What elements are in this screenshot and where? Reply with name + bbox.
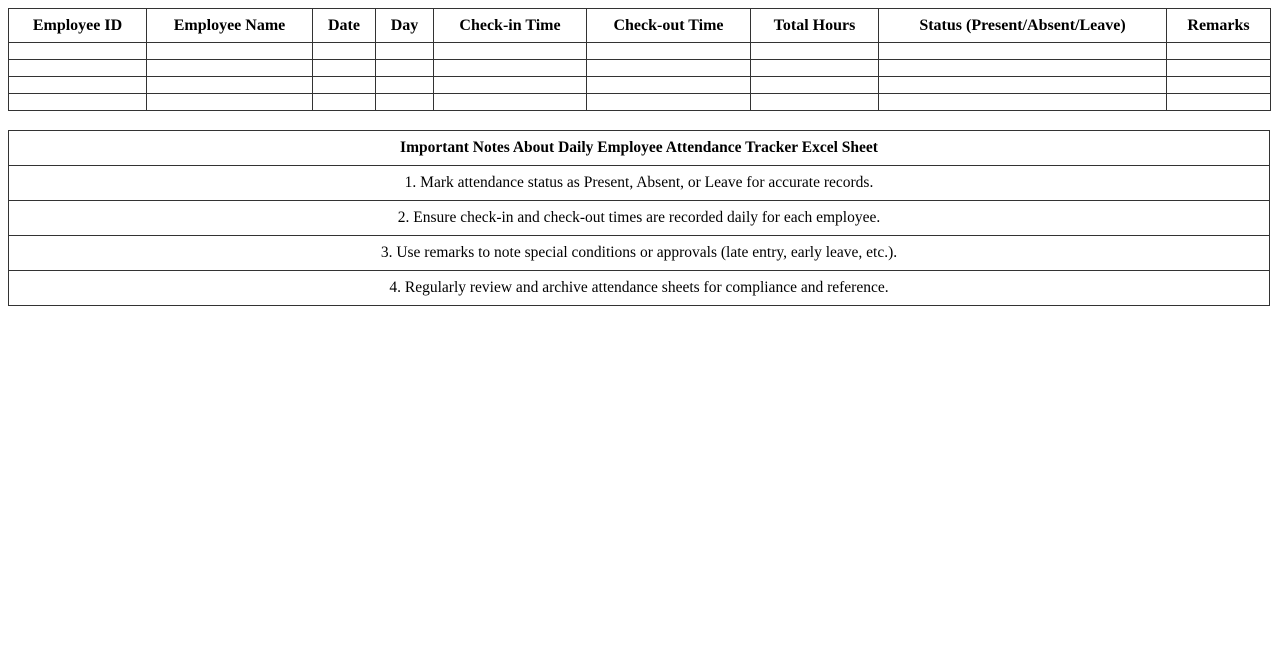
table-cell[interactable] [147,43,313,60]
note-item: 2. Ensure check-in and check-out times are recorded daily for each employee. [9,201,1270,236]
attendance-header-row [9,9,1271,43]
attendance-table [8,8,1271,111]
table-cell[interactable] [879,60,1167,77]
table-cell[interactable] [1167,94,1271,111]
table-cell[interactable] [376,77,434,94]
table-cell[interactable] [9,77,147,94]
table-row [9,60,1271,77]
table-cell[interactable] [751,60,879,77]
table-cell[interactable] [434,43,587,60]
table-cell[interactable] [879,77,1167,94]
table-cell[interactable] [9,94,147,111]
note-row [9,236,1270,271]
table-cell[interactable] [376,60,434,77]
header-employee-id: Employee ID [9,9,147,43]
header-day: Day [376,9,434,43]
table-cell[interactable] [434,60,587,77]
table-cell[interactable] [313,77,376,94]
note-row [9,166,1270,201]
header-check-out-time: Check-out Time [587,9,751,43]
table-cell[interactable] [751,43,879,60]
table-cell[interactable] [879,94,1167,111]
table-cell[interactable] [313,60,376,77]
table-row [9,94,1271,111]
table-cell[interactable] [147,77,313,94]
table-cell[interactable] [434,94,587,111]
table-cell[interactable] [147,94,313,111]
table-cell[interactable] [313,94,376,111]
header-date: Date [313,9,376,43]
table-cell[interactable] [587,60,751,77]
notes-title: Important Notes About Daily Employee Attendance Tracker Excel Sheet [9,131,1270,166]
header-status: Status (Present/Absent/Leave) [879,9,1167,43]
table-row [9,43,1271,60]
table-cell[interactable] [1167,77,1271,94]
header-employee-name: Employee Name [147,9,313,43]
table-cell[interactable] [1167,60,1271,77]
header-check-in-time: Check-in Time [434,9,587,43]
header-total-hours: Total Hours [751,9,879,43]
table-cell[interactable] [376,43,434,60]
table-cell[interactable] [751,94,879,111]
table-cell[interactable] [9,60,147,77]
table-cell[interactable] [313,43,376,60]
table-row [9,77,1271,94]
notes-title-row [9,131,1270,166]
table-cell[interactable] [587,94,751,111]
notes-table [8,130,1270,306]
table-cell[interactable] [9,43,147,60]
table-cell[interactable] [147,60,313,77]
table-cell[interactable] [376,94,434,111]
table-cell[interactable] [434,77,587,94]
table-cell[interactable] [879,43,1167,60]
table-cell[interactable] [751,77,879,94]
note-row [9,201,1270,236]
note-item: 3. Use remarks to note special conditions or approvals (late entry, early leave, etc.). [9,236,1270,271]
note-row [9,271,1270,306]
note-item: 1. Mark attendance status as Present, Absent, or Leave for accurate records. [9,166,1270,201]
header-remarks: Remarks [1167,9,1271,43]
table-cell[interactable] [587,77,751,94]
table-cell[interactable] [587,43,751,60]
attendance-body [9,43,1271,111]
table-cell[interactable] [1167,43,1271,60]
note-item: 4. Regularly review and archive attendance sheets for compliance and reference. [9,271,1270,306]
